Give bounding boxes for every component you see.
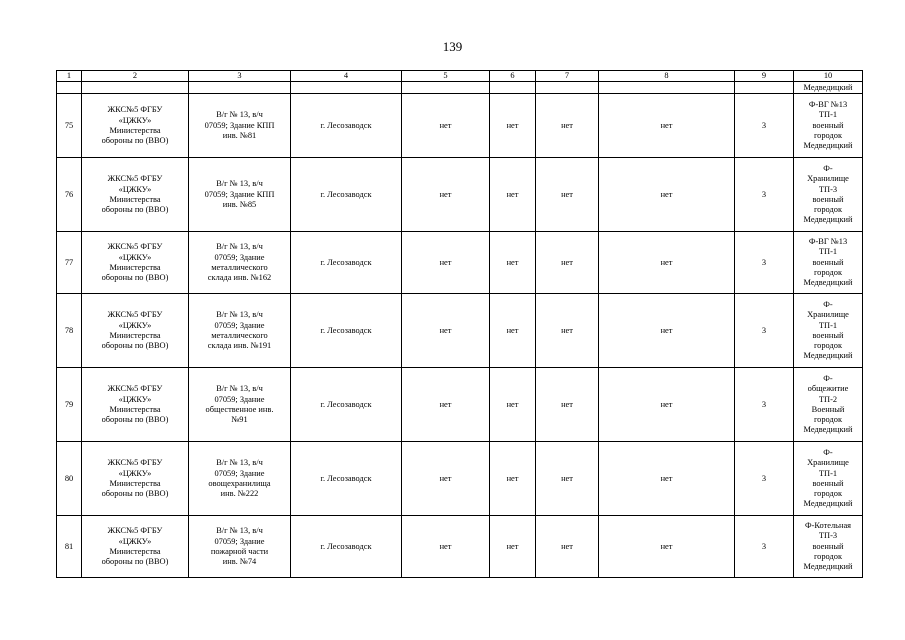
column-number: 4: [291, 71, 402, 82]
row-number: 78: [57, 294, 82, 368]
table-cell: нет: [599, 94, 735, 158]
table-cell: 3: [735, 368, 794, 442]
row-number: 81: [57, 516, 82, 578]
table-cell: нет: [536, 158, 599, 232]
table-cell: нет: [490, 442, 536, 516]
table-cell: [599, 82, 735, 94]
feeder-cell: Ф- общежитие ТП-2 Военный городок Медведицкий: [794, 368, 863, 442]
table-cell: нет: [490, 294, 536, 368]
table-cell: [291, 82, 402, 94]
city-cell: г. Лесозаводск: [291, 232, 402, 294]
column-number: 6: [490, 71, 536, 82]
table-cell: нет: [490, 232, 536, 294]
column-number: 9: [735, 71, 794, 82]
table-cell: нет: [402, 442, 490, 516]
organization-cell: ЖКС№5 ФГБУ «ЦЖКУ» Министерства обороны по (ВВО): [82, 442, 189, 516]
table-cell: [490, 82, 536, 94]
table-row: [57, 516, 863, 578]
table-cell: нет: [599, 516, 735, 578]
city-cell: г. Лесозаводск: [291, 516, 402, 578]
row-number: 75: [57, 94, 82, 158]
table-cell: нет: [402, 94, 490, 158]
city-cell: г. Лесозаводск: [291, 294, 402, 368]
table-cell: нет: [490, 516, 536, 578]
table-cell: нет: [599, 232, 735, 294]
table-cell: нет: [490, 94, 536, 158]
table-cell: 3: [735, 516, 794, 578]
table-row: [57, 294, 863, 368]
organization-cell: ЖКС№5 ФГБУ «ЦЖКУ» Министерства обороны по (ВВО): [82, 158, 189, 232]
column-number: 10: [794, 71, 863, 82]
column-number: 1: [57, 71, 82, 82]
table-cell: [82, 82, 189, 94]
organization-cell: ЖКС№5 ФГБУ «ЦЖКУ» Министерства обороны по (ВВО): [82, 294, 189, 368]
row-number: 79: [57, 368, 82, 442]
organization-cell: ЖКС№5 ФГБУ «ЦЖКУ» Министерства обороны по (ВВО): [82, 94, 189, 158]
object-cell: В/г № 13, в/ч 07059; Здание общественное инв. №91: [189, 368, 291, 442]
table-cell: нет: [599, 442, 735, 516]
table-row: [57, 368, 863, 442]
table-cell: 3: [735, 158, 794, 232]
organization-cell: ЖКС№5 ФГБУ «ЦЖКУ» Министерства обороны по (ВВО): [82, 232, 189, 294]
city-cell: г. Лесозаводск: [291, 442, 402, 516]
table-cell: нет: [536, 516, 599, 578]
object-cell: В/г № 13, в/ч 07059; Здание овощехранилища инв. №222: [189, 442, 291, 516]
feeder-cell: Ф- Хранилище ТП-3 военный городок Медведицкий: [794, 158, 863, 232]
table-cell: нет: [536, 294, 599, 368]
feeder-cell: Ф-ВГ №13 ТП-1 военный городок Медведицкий: [794, 94, 863, 158]
organization-cell: ЖКС№5 ФГБУ «ЦЖКУ» Министерства обороны по (ВВО): [82, 516, 189, 578]
feeder-cell: Ф- Хранилище ТП-1 военный городок Медведицкий: [794, 294, 863, 368]
organization-cell: ЖКС№5 ФГБУ «ЦЖКУ» Министерства обороны по (ВВО): [82, 368, 189, 442]
data-table: [56, 70, 863, 578]
column-number: 5: [402, 71, 490, 82]
column-number: 7: [536, 71, 599, 82]
table-cell: [402, 82, 490, 94]
table-cell: нет: [402, 368, 490, 442]
table-cell: [189, 82, 291, 94]
feeder-cell: Ф-Котельная ТП-3 военный городок Медведицкий: [794, 516, 863, 578]
object-cell: В/г № 13, в/ч 07059; Здание металлического склада инв. №162: [189, 232, 291, 294]
table-cell: [735, 82, 794, 94]
table-cell: нет: [599, 294, 735, 368]
table-cell: нет: [490, 158, 536, 232]
row-number: 76: [57, 158, 82, 232]
table-cell: Медведицкий: [794, 82, 863, 94]
table-row: [57, 442, 863, 516]
table-cell: нет: [402, 516, 490, 578]
column-number: 8: [599, 71, 735, 82]
table-cell: нет: [599, 158, 735, 232]
table-cell: 3: [735, 94, 794, 158]
table-cell: [536, 82, 599, 94]
table-cell: нет: [536, 94, 599, 158]
table-cell: нет: [402, 294, 490, 368]
table-row: [57, 94, 863, 158]
table-cell: [57, 82, 82, 94]
object-cell: В/г № 13, в/ч 07059; Здание металлического склада инв. №191: [189, 294, 291, 368]
table-cell: нет: [536, 368, 599, 442]
continuation-row: [57, 82, 863, 94]
object-cell: В/г № 13, в/ч 07059; Здание КПП инв. №81: [189, 94, 291, 158]
city-cell: г. Лесозаводск: [291, 158, 402, 232]
object-cell: В/г № 13, в/ч 07059; Здание пожарной части инв. №74: [189, 516, 291, 578]
table-cell: нет: [536, 232, 599, 294]
column-number-row: [57, 71, 863, 82]
column-number: 3: [189, 71, 291, 82]
city-cell: г. Лесозаводск: [291, 368, 402, 442]
table-cell: 3: [735, 442, 794, 516]
object-cell: В/г № 13, в/ч 07059; Здание КПП инв. №85: [189, 158, 291, 232]
table-row: [57, 232, 863, 294]
column-number: 2: [82, 71, 189, 82]
table-cell: нет: [536, 442, 599, 516]
table-row: [57, 158, 863, 232]
table-cell: 3: [735, 294, 794, 368]
table-cell: 3: [735, 232, 794, 294]
table-cell: нет: [402, 232, 490, 294]
feeder-cell: Ф-ВГ №13 ТП-1 военный городок Медведицкий: [794, 232, 863, 294]
row-number: 77: [57, 232, 82, 294]
city-cell: г. Лесозаводск: [291, 94, 402, 158]
table-cell: нет: [599, 368, 735, 442]
table-cell: нет: [402, 158, 490, 232]
table-cell: нет: [490, 368, 536, 442]
row-number: 80: [57, 442, 82, 516]
feeder-cell: Ф- Хранилище ТП-1 военный городок Медведицкий: [794, 442, 863, 516]
page-number: 139: [442, 39, 463, 54]
